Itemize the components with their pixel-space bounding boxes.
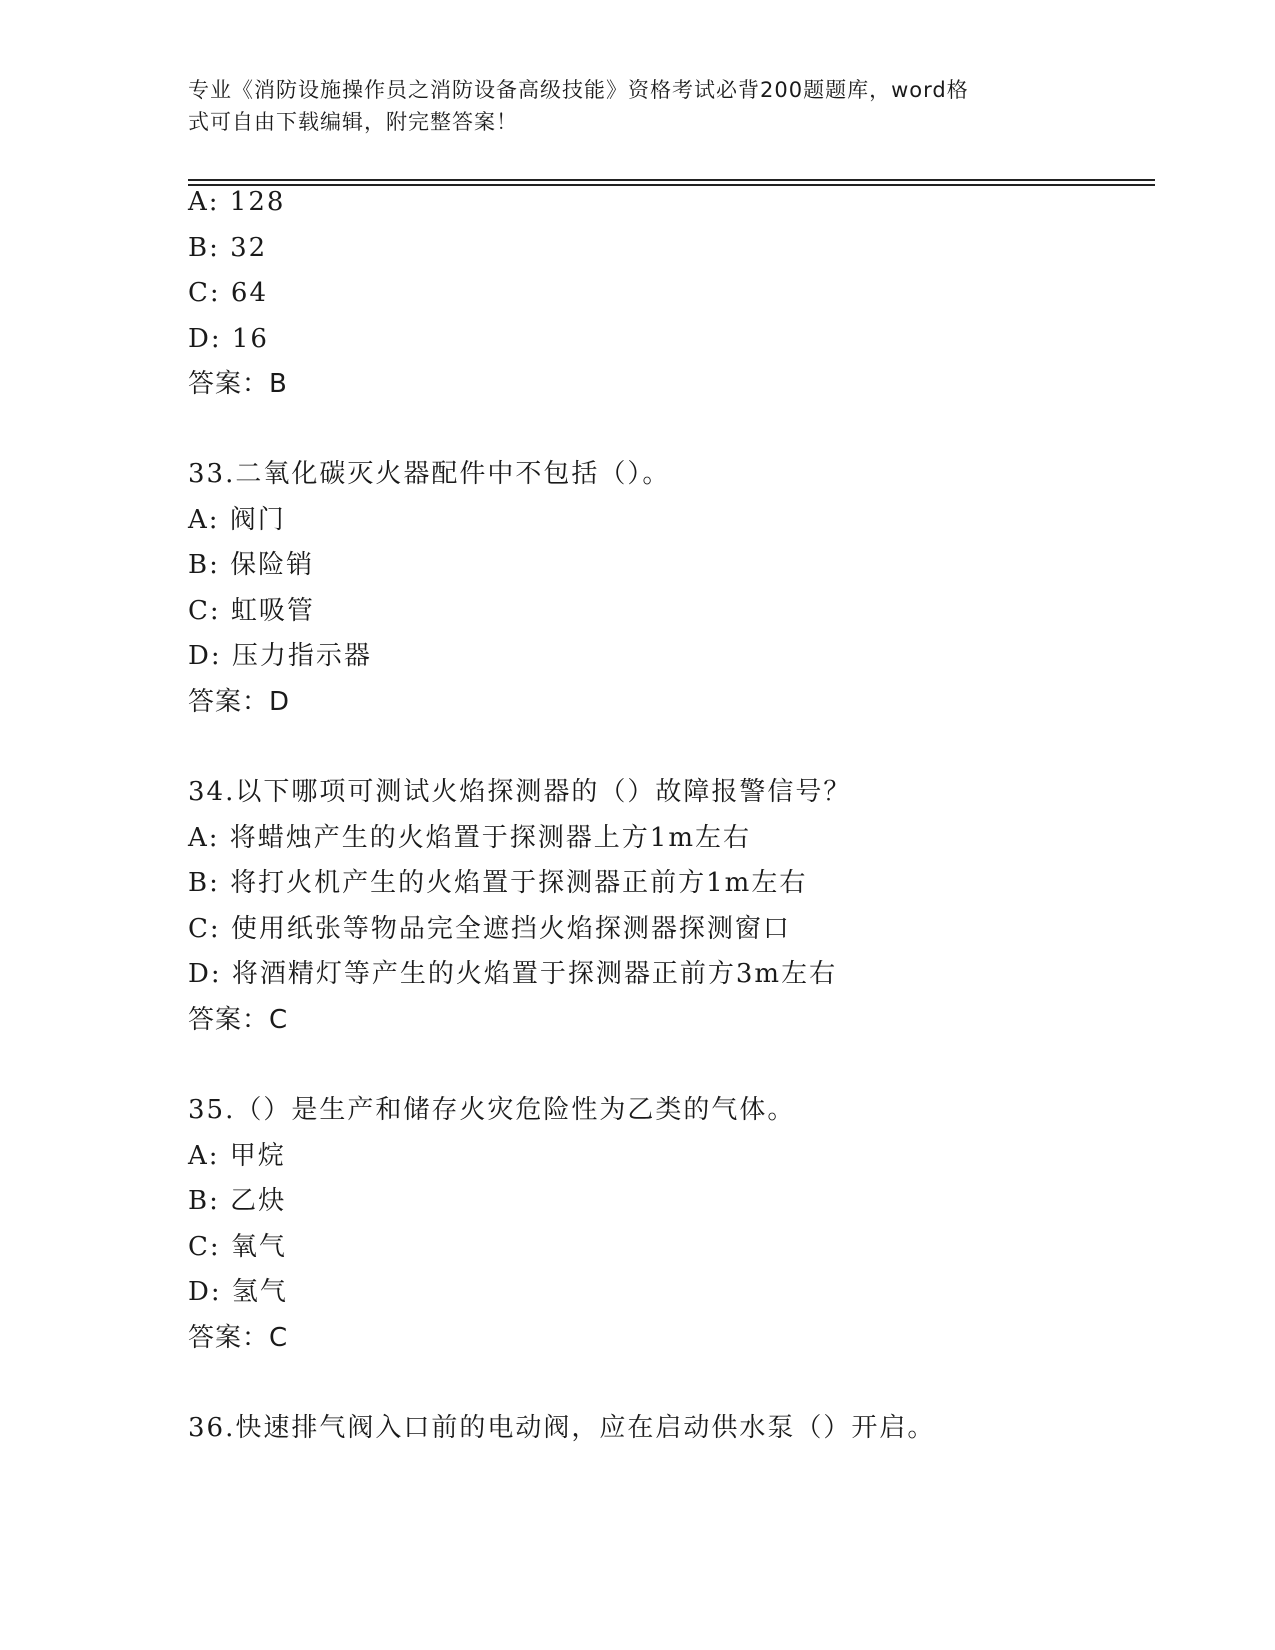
option-c: C: 64	[188, 278, 269, 308]
option-c: C: 氧气	[188, 1231, 287, 1262]
option-b: B: 保险销	[188, 550, 315, 580]
option-b: B: 将打火机产生的火焰置于探测器正前方1m左右	[188, 868, 808, 898]
option-c: C: 使用纸张等物品完全遮挡火焰探测器探测窗口	[188, 913, 791, 944]
question-text: 35.（）是生产和储存火灾危险性为乙类的气体。	[188, 1095, 796, 1125]
question-36	[188, 1406, 1148, 1452]
answer: 答案：B	[188, 369, 288, 399]
option-a: A: 阀门	[188, 504, 286, 535]
option-a: A: 128	[188, 187, 286, 217]
answer: 答案：C	[188, 1004, 289, 1035]
question-text: 36.快速排气阀入口前的电动阀，应在启动供水泵（）开启。	[188, 1413, 936, 1443]
option-d: D: 16	[188, 323, 269, 354]
question-35	[188, 1088, 1148, 1361]
header-line-1: 专业《消防设施操作员之消防设备高级技能》资格考试必背200题题库，word格	[188, 78, 969, 102]
question-34	[188, 770, 1148, 1043]
option-d: D: 氢气	[188, 1277, 288, 1307]
option-d: D: 将酒精灯等产生的火焰置于探测器正前方3m左右	[188, 959, 838, 989]
answer: 答案：C	[188, 1322, 289, 1353]
option-c: C: 虹吸管	[188, 595, 315, 626]
header-line-2: 式可自由下载编辑，附完整答案！	[188, 110, 518, 134]
answer: 答案：D	[188, 686, 291, 717]
question-32-partial	[188, 180, 1148, 408]
document-header	[188, 74, 1068, 138]
question-text: 33.二氧化碳灭火器配件中不包括（）。	[188, 459, 671, 489]
option-d: D: 压力指示器	[188, 641, 372, 671]
option-a: A: 将蜡烛产生的火焰置于探测器上方1m左右	[188, 822, 751, 853]
option-b: B: 32	[188, 232, 268, 263]
question-33	[188, 452, 1148, 725]
option-b: B: 乙炔	[188, 1186, 287, 1216]
option-a: A: 甲烷	[188, 1140, 286, 1171]
question-text: 34.以下哪项可测试火焰探测器的（）故障报警信号？	[188, 777, 852, 807]
